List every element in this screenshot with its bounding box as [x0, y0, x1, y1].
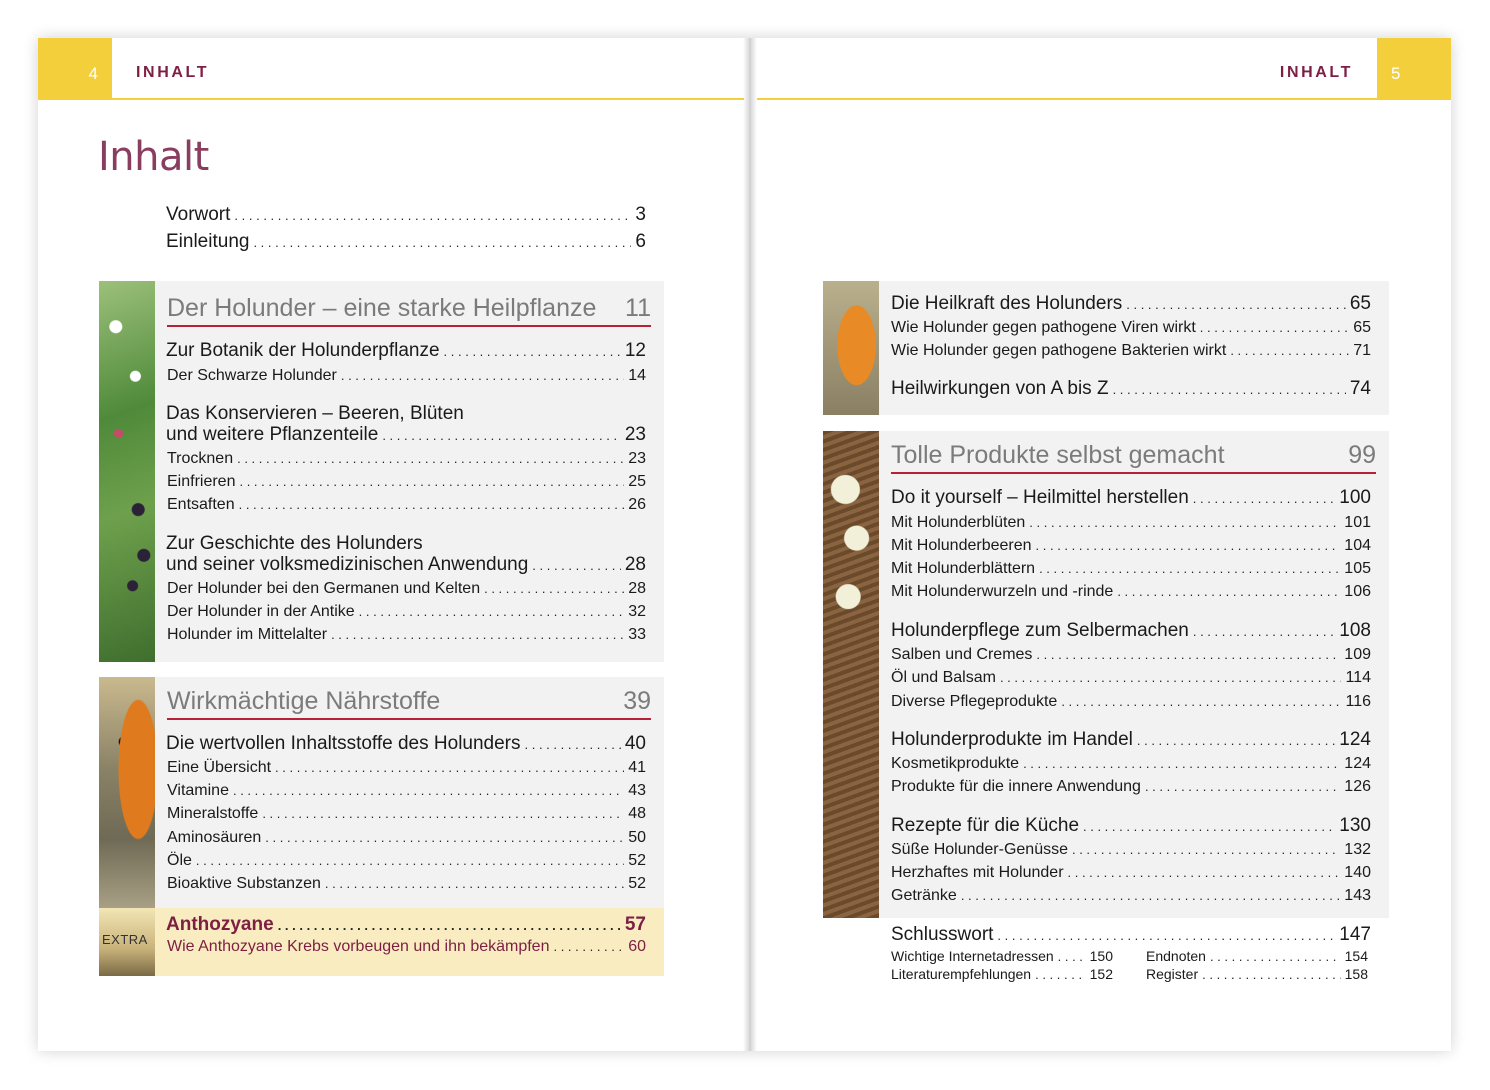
toc-subentry[interactable]: Wichtige Internetadressen . . . 150 [891, 948, 1113, 964]
toc-subentry[interactable]: Kosmetikprodukte . . . 124 [891, 755, 1371, 773]
toc-entry-vorwort[interactable]: Vorwort . . . 3 [166, 204, 646, 226]
page-number-right: 5 [1377, 38, 1451, 100]
toc-entry[interactable]: Holunderprodukte im Handel . . . 124 [891, 729, 1371, 751]
toc-entry[interactable]: Die wertvollen Inhaltsstoffe des Holunders . . . 40 [166, 733, 646, 755]
toc-subentry[interactable]: Salben und Cremes . . . 109 [891, 646, 1371, 664]
toc-entry-line1: Das Konservieren – Beeren, Blüten [166, 403, 464, 424]
toc-subentry[interactable]: Der Holunder bei den Germanen und Kelten . . . 28 [167, 580, 646, 598]
toc-entry[interactable]: Zur Botanik der Holunderpflanze . . . 12 [166, 340, 646, 362]
toc-subentry[interactable]: Süße Holunder-Genüsse . . . 132 [891, 841, 1371, 859]
toc-entry[interactable]: Holunderpflege zum Selbermachen . . . 108 [891, 620, 1371, 642]
header-rule-left [38, 98, 744, 100]
toc-subentry[interactable]: Mit Holunderbeeren . . . 104 [891, 537, 1371, 555]
toc-subentry[interactable]: Wie Holunder gegen pathogene Viren wirkt . . . 65 [891, 319, 1371, 337]
toc-entry[interactable]: und weitere Pflanzenteile . . . 23 [166, 424, 646, 446]
toc-subentry[interactable]: Aminosäuren . . . 50 [167, 829, 646, 847]
book-spread [38, 38, 1451, 1051]
header-rule-right [757, 98, 1451, 100]
basket-photo [823, 431, 879, 918]
section-heading-holunder[interactable]: Der Holunder – eine starke Heilpflanze 11 [167, 294, 651, 327]
robin-photo [823, 281, 879, 415]
toc-subentry[interactable]: Entsaften . . . 26 [167, 496, 646, 514]
elderflower-photo [99, 281, 155, 662]
toc-subentry[interactable]: Vitamine . . . 43 [167, 782, 646, 800]
page-number-left: 4 [38, 38, 112, 100]
robin-photo [99, 677, 155, 908]
toc-subentry[interactable]: Holunder im Mittelalter . . . 33 [167, 626, 646, 644]
section-heading-naehrstoffe[interactable]: Wirkmächtige Nährstoffe 39 [167, 687, 651, 720]
section-heading-produkte[interactable]: Tolle Produkte selbst gemacht 99 [891, 441, 1376, 474]
toc-subentry-extra[interactable]: Wie Anthozyane Krebs vorbeugen und ihn bekämpfen . . . 60 [167, 938, 646, 956]
toc-subentry[interactable]: Mineralstoffe . . . 48 [167, 805, 646, 823]
toc-subentry[interactable]: Getränke . . . 143 [891, 887, 1371, 905]
toc-subentry[interactable]: Eine Übersicht . . . 41 [167, 759, 646, 777]
toc-subentry[interactable]: Der Schwarze Holunder . . . 14 [167, 367, 646, 385]
toc-entry[interactable]: Rezepte für die Küche . . . 130 [891, 815, 1371, 837]
toc-subentry[interactable]: Öl und Balsam . . . 114 [891, 669, 1371, 687]
toc-subentry[interactable]: Trocknen . . . 23 [167, 450, 646, 468]
toc-subentry[interactable]: Der Holunder in der Antike . . . 32 [167, 603, 646, 621]
toc-entry[interactable]: Die Heilkraft des Holunders . . . 65 [891, 293, 1371, 315]
page-title: Inhalt [98, 134, 209, 180]
toc-subentry[interactable]: Herzhaftes mit Holunder . . . 140 [891, 864, 1371, 882]
book-gutter [743, 38, 757, 1051]
toc-entry-line1: Zur Geschichte des Holunders [166, 533, 423, 554]
toc-subentry[interactable]: Mit Holunderblüten . . . 101 [891, 514, 1371, 532]
toc-subentry[interactable]: Wie Holunder gegen pathogene Bakterien wirkt . . . 71 [891, 342, 1371, 360]
toc-subentry[interactable]: Einfrieren . . . 25 [167, 473, 646, 491]
toc-subentry[interactable]: Register . . . 158 [1146, 966, 1368, 982]
toc-entry-einleitung[interactable]: Einleitung . . . 6 [166, 231, 646, 253]
toc-entry-schlusswort[interactable]: Schlusswort . . . 147 [891, 924, 1371, 946]
toc-subentry[interactable]: Endnoten . . . 154 [1146, 948, 1368, 964]
toc-subentry[interactable]: Diverse Pflegeprodukte . . . 116 [891, 693, 1371, 711]
toc-entry[interactable]: Do it yourself – Heilmittel herstellen . . . 100 [891, 487, 1371, 509]
running-head-right: INHALT [1279, 64, 1353, 81]
toc-entry[interactable]: und seiner volksmedizinischen Anwendung . . . 28 [166, 554, 646, 576]
toc-subentry[interactable]: Bioaktive Substanzen . . . 52 [167, 875, 646, 893]
toc-subentry[interactable]: Mit Holunderwurzeln und -rinde . . . 106 [891, 583, 1371, 601]
running-head-left: INHALT [136, 64, 210, 81]
toc-subentry[interactable]: Literaturempfehlungen . . . 152 [891, 966, 1113, 982]
toc-subentry[interactable]: Mit Holunderblättern . . . 105 [891, 560, 1371, 578]
toc-entry-extra[interactable]: Anthozyane . . . 57 [166, 914, 646, 936]
toc-subentry[interactable]: Öle . . . 52 [167, 852, 646, 870]
toc-subentry[interactable]: Produkte für die innere Anwendung . . . 126 [891, 778, 1371, 796]
toc-entry[interactable]: Heilwirkungen von A bis Z . . . 74 [891, 378, 1371, 400]
extra-badge: EXTRA [102, 932, 148, 947]
